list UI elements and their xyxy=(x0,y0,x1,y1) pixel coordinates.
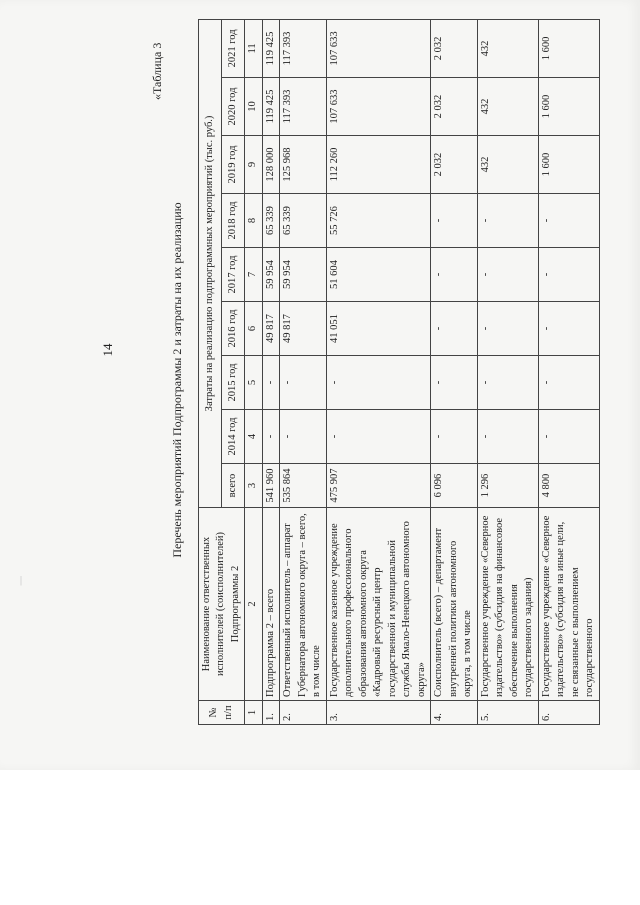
row-2016: 49 817 xyxy=(262,302,279,356)
row-2020: 107 633 xyxy=(326,78,430,136)
row-2019: 432 xyxy=(477,136,538,194)
row-2016: - xyxy=(538,302,599,356)
header-year: 2015 год xyxy=(222,356,245,410)
column-number: 5 xyxy=(245,356,262,410)
row-2014: - xyxy=(280,410,326,464)
header-year: 2017 год xyxy=(222,248,245,302)
column-number: 9 xyxy=(245,136,262,194)
header-costs-group: Затраты на реализацию подпрограммных мероприятий (тыс. руб.) xyxy=(199,19,222,507)
row-2019: 1 600 xyxy=(538,136,599,194)
row-name: Соисполнитель (всего) – департамент внутренней политики автономного округа, в том числе xyxy=(431,508,477,701)
row-2014: - xyxy=(262,410,279,464)
row-2017: - xyxy=(477,248,538,302)
column-number: 10 xyxy=(245,78,262,136)
row-no: 1. xyxy=(262,701,279,725)
header-year: 2014 год xyxy=(222,410,245,464)
row-2014: - xyxy=(538,410,599,464)
table-row xyxy=(262,19,279,724)
row-2017: 59 954 xyxy=(280,248,326,302)
row-name: Государственное учреждение «Северное издательство» (субсидия на финансовое обеспечение выполнения государственного задания) xyxy=(477,508,538,701)
row-2021: 432 xyxy=(477,19,538,77)
row-2014: - xyxy=(431,410,477,464)
header-row-1 xyxy=(199,19,222,724)
row-total: 6 096 xyxy=(431,464,477,508)
row-2018: 65 339 xyxy=(280,194,326,248)
row-2021: 2 032 xyxy=(431,19,477,77)
row-name: Подпрограмма 2 – всего xyxy=(262,508,279,701)
row-2018: - xyxy=(477,194,538,248)
costs-table xyxy=(198,19,600,725)
row-2019: 2 032 xyxy=(431,136,477,194)
row-2015: - xyxy=(262,356,279,410)
row-2020: 2 032 xyxy=(431,78,477,136)
row-2015: - xyxy=(280,356,326,410)
header-year: 2019 год xyxy=(222,136,245,194)
column-number: 1 xyxy=(245,701,262,725)
row-2018: - xyxy=(538,194,599,248)
row-no: 6. xyxy=(538,701,599,725)
row-2017: 51 604 xyxy=(326,248,430,302)
row-total: 1 296 xyxy=(477,464,538,508)
row-total: 541 960 xyxy=(262,464,279,508)
row-2018: 65 339 xyxy=(262,194,279,248)
header-year: 2018 год xyxy=(222,194,245,248)
column-number: 3 xyxy=(245,464,262,508)
bleed-mark: | xyxy=(20,575,23,586)
row-2015: - xyxy=(326,356,430,410)
row-2020: 119 425 xyxy=(262,78,279,136)
row-name: Ответственный исполнитель – аппарат Губернатора автономного округа – всего, в том числе xyxy=(280,508,326,701)
row-2017: 59 954 xyxy=(262,248,279,302)
header-no: № п/п xyxy=(199,701,245,725)
row-2016: 41 051 xyxy=(326,302,430,356)
table-row xyxy=(477,19,538,724)
table-row xyxy=(280,19,326,724)
row-2015: - xyxy=(431,356,477,410)
row-2020: 1 600 xyxy=(538,78,599,136)
row-2017: - xyxy=(538,248,599,302)
row-name: Государственное казенное учреждение дополнительного профессионального образования автономного округа «Кадровый ресурсный центр государственной и муниципальной службы Ямало-Ненецкого автономного округа» xyxy=(326,508,430,701)
row-2016: - xyxy=(431,302,477,356)
header-name: Наименование ответственных исполнителей (соисполнителей) Подпрограммы 2 xyxy=(199,508,245,701)
row-2020: 117 393 xyxy=(280,78,326,136)
row-2014: - xyxy=(326,410,430,464)
row-2014: - xyxy=(477,410,538,464)
header-year: 2016 год xyxy=(222,302,245,356)
table-row xyxy=(538,19,599,724)
row-2017: - xyxy=(431,248,477,302)
row-2019: 112 260 xyxy=(326,136,430,194)
row-2015: - xyxy=(538,356,599,410)
column-number: 7 xyxy=(245,248,262,302)
column-number: 11 xyxy=(245,19,262,77)
header-total: всего xyxy=(222,464,245,508)
column-number: 2 xyxy=(245,508,262,701)
row-2020: 432 xyxy=(477,78,538,136)
row-name: Государственное учреждение «Северное издательство» (субсидия на иные цели, не связанные с выполнением государственного xyxy=(538,508,599,701)
rotated-content xyxy=(80,20,640,740)
row-2019: 128 000 xyxy=(262,136,279,194)
table-row xyxy=(326,19,430,724)
column-number: 8 xyxy=(245,194,262,248)
header-year: 2020 год xyxy=(222,78,245,136)
row-2021: 119 425 xyxy=(262,19,279,77)
row-2018: - xyxy=(431,194,477,248)
row-total: 4 800 xyxy=(538,464,599,508)
row-no: 2. xyxy=(280,701,326,725)
row-2015: - xyxy=(477,356,538,410)
row-2016: - xyxy=(477,302,538,356)
row-2021: 1 600 xyxy=(538,19,599,77)
row-no: 3. xyxy=(326,701,430,725)
row-total: 535 864 xyxy=(280,464,326,508)
header-year: 2021 год xyxy=(222,19,245,77)
row-no: 5. xyxy=(477,701,538,725)
row-2018: 55 726 xyxy=(326,194,430,248)
column-number-row xyxy=(245,19,262,724)
row-2016: 49 817 xyxy=(280,302,326,356)
row-2021: 117 393 xyxy=(280,19,326,77)
column-number: 6 xyxy=(245,302,262,356)
row-2021: 107 633 xyxy=(326,19,430,77)
table-label: «Таблица 3 xyxy=(150,42,164,100)
table-caption: Перечень мероприятий Подпрограммы 2 и затраты на их реализацию xyxy=(170,202,184,558)
row-no: 4. xyxy=(431,701,477,725)
row-2019: 125 968 xyxy=(280,136,326,194)
row-total: 475 907 xyxy=(326,464,430,508)
column-number: 4 xyxy=(245,410,262,464)
table-row xyxy=(431,19,477,724)
page-number: 14 xyxy=(100,343,115,357)
